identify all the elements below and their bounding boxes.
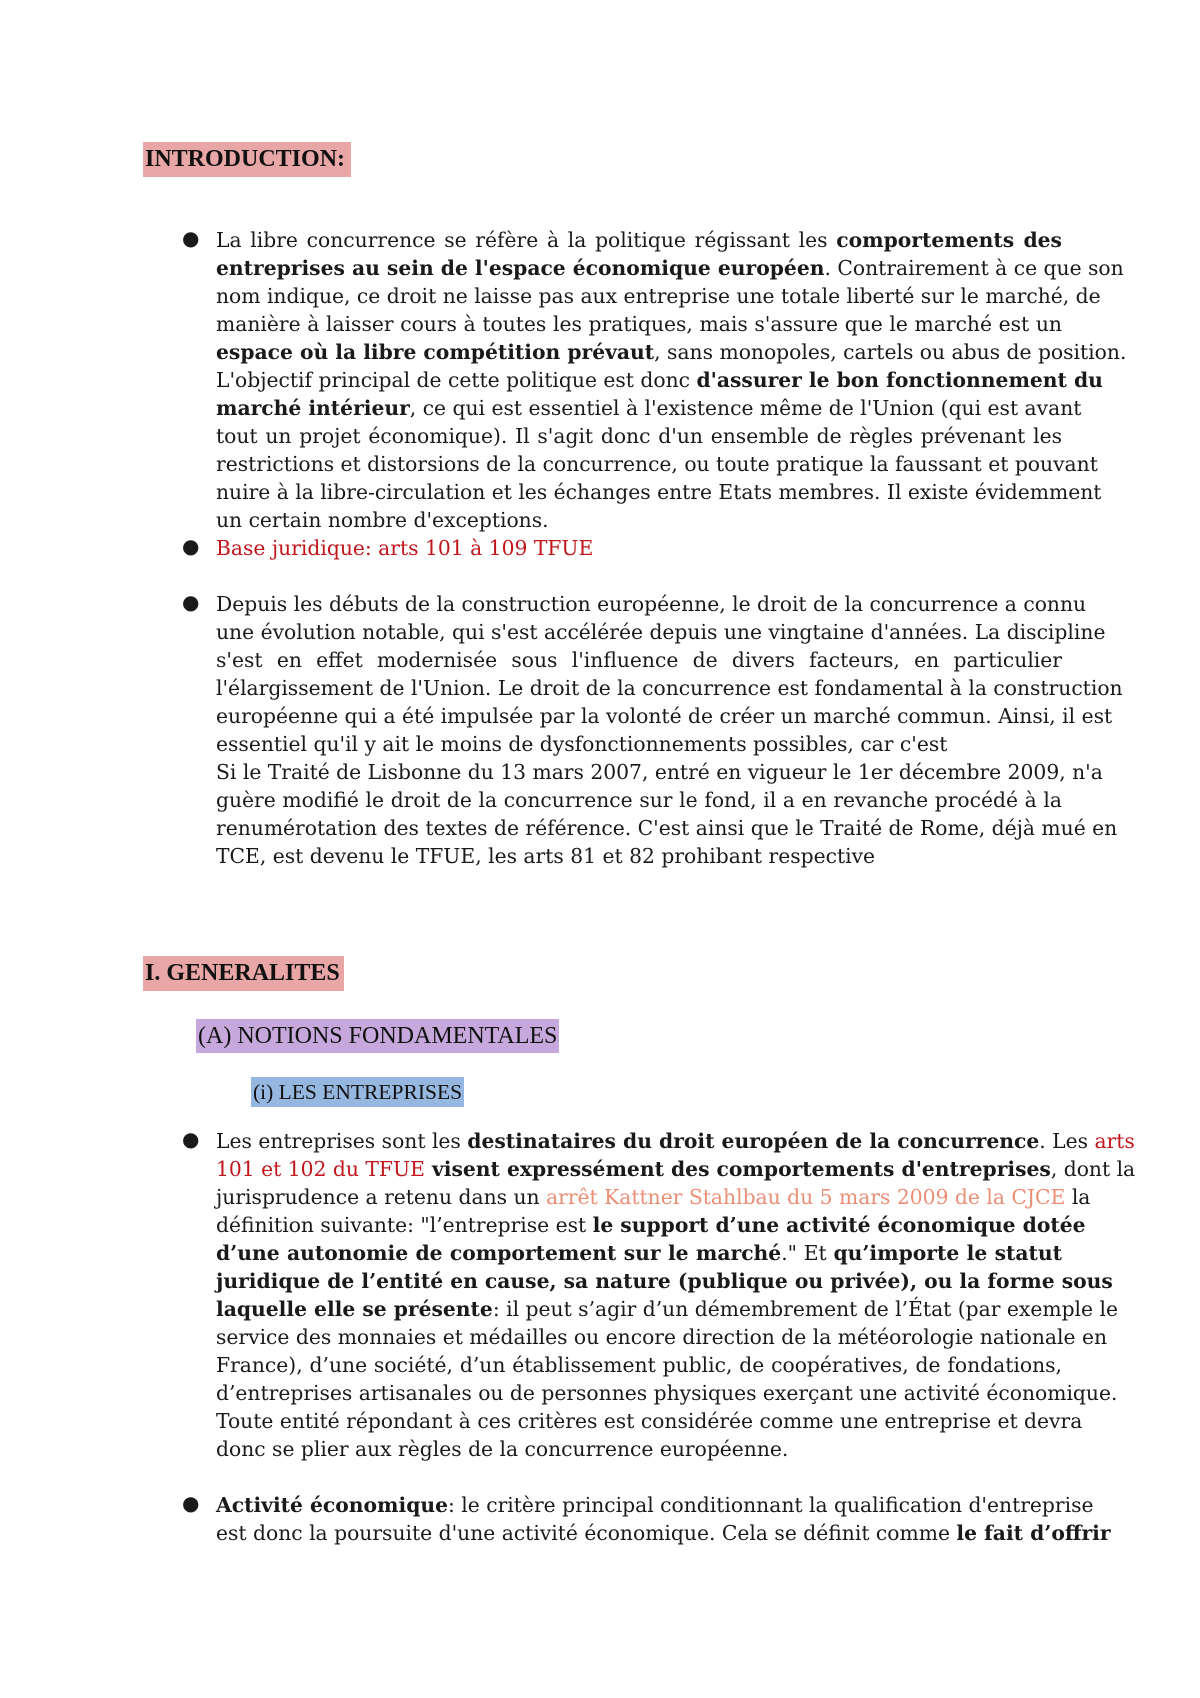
bullet-icon: ● — [182, 1491, 200, 1515]
bullet-icon: ● — [182, 1127, 200, 1151]
text-line: Si le Traité de Lisbonne du 13 mars 2007, entré en vigueur le 1er décembre 2009, n'a — [216, 760, 1103, 784]
text-line: d’entreprises artisanales ou de personnes physiques exerçant une activité économique. — [216, 1381, 1118, 1405]
text-line: TCE, est devenu le TFUE, les arts 81 et 82 prohibant respective — [216, 844, 876, 868]
text-line: une évolution notable, qui s'est accélérée depuis une vingtaine d'années. La discipline — [216, 620, 1106, 644]
text-line: Les entreprises sont les destinataires du droit européen de la concurrence. Les arts — [216, 1129, 1135, 1153]
text-line: un certain nombre d'exceptions. — [216, 508, 549, 532]
bullet-icon: ● — [182, 534, 200, 558]
bullet-icon: ● — [182, 226, 200, 250]
list-item-evolution — [182, 590, 1123, 870]
text-line: 101 et 102 du TFUE visent expressément des comportements d'entreprises, dont la — [216, 1157, 1136, 1181]
text-line: s'est en effet modernisée sous l'influence de divers facteurs, en particulier — [216, 648, 1062, 672]
text-line: espace où la libre compétition prévaut, sans monopoles, cartels ou abus de position. — [216, 340, 1127, 364]
text-line: Toute entité répondant à ces critères est considérée comme une entreprise et devra — [216, 1409, 1083, 1433]
text-line: renumérotation des textes de référence. C'est ainsi que le Traité de Rome, déjà mué en — [216, 816, 1118, 840]
text-line: La libre concurrence se réfère à la politique régissant les comportements des — [216, 228, 1062, 252]
text-line: essentiel qu'il y ait le moins de dysfonctionnements possibles, car c'est — [216, 732, 948, 756]
text-line: restrictions et distorsions de la concurrence, ou toute pratique la faussant et pouvant — [216, 452, 1098, 476]
text-line: L'objectif principal de cette politique est donc d'assurer le bon fonctionnement du — [216, 368, 1103, 392]
heading-notions-fondamentales: (A) NOTIONS FONDAMENTALES — [196, 1019, 559, 1053]
text-line: jurisprudence a retenu dans un arrêt Kattner Stahlbau du 5 mars 2009 de la CJCE la — [216, 1185, 1091, 1209]
text-line: marché intérieur, ce qui est essentiel à l'existence même de l'Union (qui est avant — [216, 396, 1082, 420]
text-line: définition suivante: "l’entreprise est le support d’une activité économique dotée — [216, 1213, 1086, 1237]
text-line: Activité économique: le critère principal conditionnant la qualification d'entreprise — [216, 1493, 1094, 1517]
text-line: entreprises au sein de l'espace économique européen. Contrairement à ce que son — [216, 256, 1124, 280]
list-item-libre-concurrence — [182, 226, 1127, 534]
text-line: tout un projet économique). Il s'agit donc d'un ensemble de règles prévenant les — [216, 424, 1062, 448]
bullet-icon: ● — [182, 590, 200, 614]
text-line: France), d’une société, d’un établissement public, de coopératives, de fondations, — [216, 1353, 1062, 1377]
text-line: juridique de l’entité en cause, sa nature (publique ou privée), ou la forme sous — [216, 1269, 1113, 1293]
text-line: manière à laisser cours à toutes les pratiques, mais s'assure que le marché est un — [216, 312, 1062, 336]
text-line: l'élargissement de l'Union. Le droit de la concurrence est fondamental à la construction — [216, 676, 1123, 700]
text-line: européenne qui a été impulsée par la volonté de créer un marché commun. Ainsi, il est — [216, 704, 1113, 728]
text-line: nuire à la libre-circulation et les échanges entre Etats membres. Il existe évidemment — [216, 480, 1102, 504]
text-line: guère modifié le droit de la concurrence sur le fond, il a en revanche procédé à la — [216, 788, 1062, 812]
heading-introduction: INTRODUCTION: — [143, 142, 351, 177]
heading-les-entreprises: (i) LES ENTREPRISES — [251, 1077, 464, 1107]
text-line: nom indique, ce droit ne laisse pas aux entreprise une totale liberté sur le marché, de — [216, 284, 1101, 308]
list-item-entreprises — [182, 1127, 1136, 1463]
text-line: donc se plier aux règles de la concurrence européenne. — [216, 1437, 789, 1461]
text-line: service des monnaies et médailles ou encore direction de la météorologie nationale en — [216, 1325, 1108, 1349]
list-item-base-juridique — [182, 534, 1062, 562]
text-line: d’une autonomie de comportement sur le marché." Et qu’importe le statut — [216, 1241, 1062, 1265]
text-line: laquelle elle se présente: il peut s’agir d’un démembrement de l’État (par exemple le — [216, 1297, 1118, 1321]
text-line: est donc la poursuite d'une activité économique. Cela se définit comme le fait d’offrir — [216, 1521, 1111, 1545]
arret-kattner-link: arrêt Kattner Stahlbau du 5 mars 2009 de la CJCE — [546, 1185, 1066, 1209]
list-item-activite-economique — [182, 1491, 1111, 1547]
text-line: Depuis les débuts de la construction européenne, le droit de la concurrence a connu — [216, 592, 1087, 616]
heading-generalites: I. GENERALITES — [143, 956, 344, 991]
base-juridique-text: Base juridique: arts 101 à 109 TFUE — [216, 536, 594, 560]
